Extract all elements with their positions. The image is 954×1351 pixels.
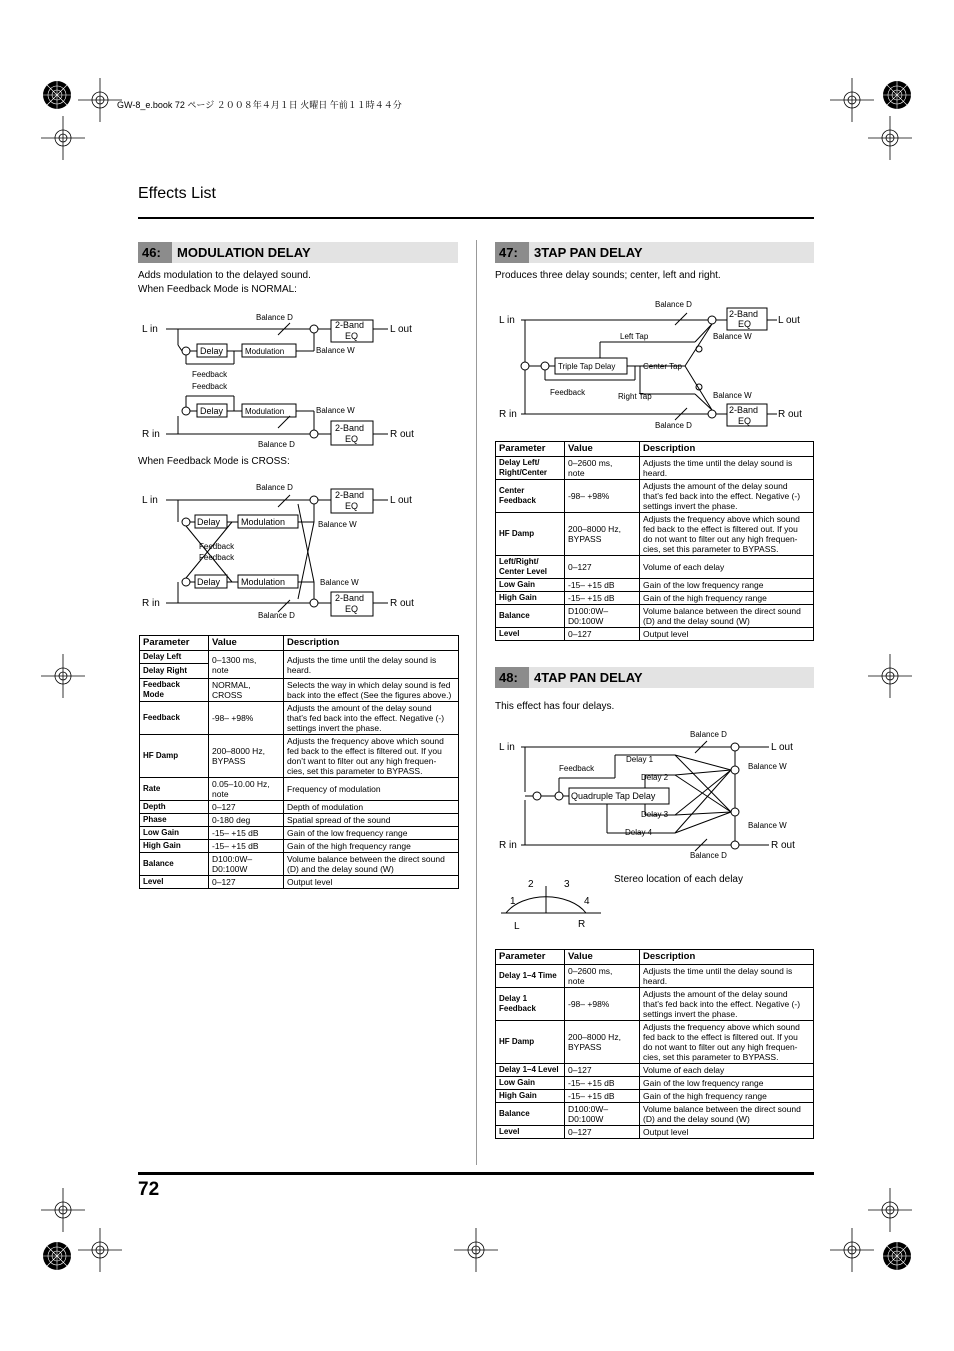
- modulation-block: Modulation: [245, 347, 285, 356]
- table-header-row: Parameter Value Description: [496, 950, 814, 965]
- balance-w-label: Balance W: [748, 821, 787, 830]
- center-tap-label: Center Tap: [643, 362, 682, 371]
- eq-block: 2-Band: [729, 405, 759, 415]
- position-3-label: 3: [564, 879, 570, 890]
- modulation-delay-normal-diagram: [138, 308, 418, 448]
- eq-block: EQ: [345, 604, 359, 614]
- feedback-label: Feedback: [199, 542, 235, 551]
- table-row: HF Damp 200–8000 Hz, BYPASS Adjusts the frequency above which sound fed back to the effect is filtered out. If you do not want to filter out any high frequen- cies, set this parameter to BYPASS.: [496, 1021, 814, 1064]
- feedback-label: Feedback: [192, 370, 228, 379]
- 3tap-pan-delay-diagram: [495, 296, 814, 436]
- section-46-header: [138, 242, 458, 263]
- l-in-label: L in: [499, 315, 515, 326]
- feedback-label: Feedback: [192, 382, 228, 391]
- delay-3-label: Delay 3: [641, 810, 669, 819]
- balance-w-label: Balance W: [318, 520, 357, 529]
- feedback-label: Feedback: [199, 553, 235, 562]
- section-46-intro: Adds modulation to the delayed sound. When Feedback Mode is NORMAL:: [138, 270, 311, 295]
- delay-2-label: Delay 2: [641, 773, 669, 782]
- modulation-block: Modulation: [241, 577, 286, 587]
- section-48-intro: This effect has four delays.: [495, 701, 615, 712]
- balance-d-label: Balance D: [690, 851, 727, 860]
- eq-block: EQ: [738, 416, 752, 426]
- file-header: GW-8_e.book 72 ページ ２００８年４月１日 火曜日 午前１１時４４分: [117, 100, 402, 110]
- cross-caption: When Feedback Mode is CROSS:: [138, 456, 290, 467]
- modulation-block: Modulation: [245, 407, 285, 416]
- table-row: Level 0–127 Output level: [496, 1126, 814, 1139]
- balance-d-label: Balance D: [655, 300, 692, 309]
- l-in-label: L in: [142, 324, 158, 335]
- balance-d-label: Balance D: [655, 421, 692, 430]
- table-row: Feedback Mode NORMAL, CROSS Selects the way in which delay sound is fed back into the effect (See the figures above.): [140, 679, 459, 702]
- delay-block: Delay: [197, 517, 221, 527]
- eq-block: EQ: [345, 501, 359, 511]
- balance-w-label: Balance W: [748, 762, 787, 771]
- running-header: Effects List: [138, 185, 216, 202]
- left-tap-label: Left Tap: [620, 332, 649, 341]
- balance-d-label: Balance D: [256, 313, 293, 322]
- right-label: R: [578, 919, 586, 930]
- r-in-label: R in: [499, 409, 517, 420]
- section-title: 3TAP PAN DELAY: [534, 245, 643, 260]
- eq-block: 2-Band: [729, 309, 759, 319]
- delay-block: Delay: [197, 577, 221, 587]
- balance-w-label: Balance W: [316, 346, 355, 355]
- table-row: Low Gain -15– +15 dB Gain of the low frequency range: [140, 827, 459, 840]
- table-row: Depth 0–127 Depth of modulation: [140, 801, 459, 814]
- eq-block: 2-Band: [335, 593, 365, 603]
- feedback-label: Feedback: [550, 388, 586, 397]
- balance-d-label: Balance D: [690, 730, 727, 739]
- position-1-label: 1: [510, 896, 516, 907]
- l-out-label: L out: [778, 315, 800, 326]
- position-4-label: 4: [584, 896, 590, 907]
- page-number: 72: [138, 1179, 160, 1200]
- eq-block: EQ: [738, 319, 752, 329]
- section-number: 46:: [138, 242, 172, 263]
- table-row: Delay 1–4 Level 0–127 Volume of each delay: [496, 1064, 814, 1077]
- 4tap-pan-delay-diagram: [495, 726, 814, 861]
- table-header-row: Parameter Value Description: [496, 442, 814, 457]
- table-row: HF Damp 200–8000 Hz, BYPASS Adjusts the frequency above which sound fed back to the effect is filtered out. If you don’t want to filter out any high frequen- cies, set this parameter to BYPASS.: [140, 735, 459, 778]
- bottom-rule: [138, 1172, 814, 1175]
- table-row: Level 0–127 Output level: [140, 876, 459, 889]
- balance-w-label: Balance W: [320, 578, 359, 587]
- delay-block: Delay: [200, 406, 224, 416]
- 4tap-pan-delay-param-table: [495, 949, 814, 1139]
- balance-d-label: Balance D: [256, 483, 293, 492]
- table-row: Low Gain -15– +15 dB Gain of the low frequency range: [496, 1077, 814, 1090]
- stereo-location-diagram: [498, 874, 608, 934]
- l-in-label: L in: [142, 495, 158, 506]
- r-in-label: R in: [499, 840, 517, 851]
- delay-block: Delay: [200, 346, 224, 356]
- balance-w-label: Balance W: [316, 406, 355, 415]
- table-row: High Gain -15– +15 dB Gain of the high frequency range: [496, 1090, 814, 1103]
- table-row: Balance D100:0W– D0:100W Volume balance between the direct sound (D) and the delay sound (W): [496, 605, 814, 628]
- table-row: Delay 1–4 Time 0–2600 ms, note Adjusts the time until the delay sound is heard.: [496, 965, 814, 988]
- l-out-label: L out: [390, 324, 412, 335]
- section-number: 47:: [495, 242, 529, 263]
- table-row: Low Gain -15– +15 dB Gain of the low frequency range: [496, 579, 814, 592]
- l-in-label: L in: [499, 742, 515, 753]
- table-row: Center Feedback -98– +98% Adjusts the amount of the delay sound that’s fed back into the effect. Negative (-) settings invert the phase.: [496, 480, 814, 513]
- modulation-delay-cross-diagram: [138, 480, 418, 620]
- balance-w-label: Balance W: [713, 391, 752, 400]
- table-row: Phase 0-180 deg Spatial spread of the sound: [140, 814, 459, 827]
- feedback-label: Feedback: [559, 764, 595, 773]
- table-row: Rate 0.05–10.00 Hz, note Frequency of modulation: [140, 778, 459, 801]
- table-row: High Gain -15– +15 dB Gain of the high frequency range: [140, 840, 459, 853]
- section-title: 4TAP PAN DELAY: [534, 670, 643, 685]
- table-row: Feedback -98– +98% Adjusts the amount of the delay sound that’s fed back into the effect. Negative (-) settings invert the phase.: [140, 702, 459, 735]
- section-47-header: [495, 242, 814, 263]
- table-row: High Gain -15– +15 dB Gain of the high frequency range: [496, 592, 814, 605]
- eq-block: EQ: [345, 331, 359, 341]
- position-2-label: 2: [528, 879, 534, 890]
- table-row: Delay Left Delay Right 0–1300 ms, note Adjusts the time until the delay sound is heard.: [140, 651, 459, 679]
- l-out-label: L out: [390, 495, 412, 506]
- r-in-label: R in: [142, 429, 160, 440]
- section-title: MODULATION DELAY: [177, 245, 311, 260]
- left-label: L: [514, 921, 520, 932]
- r-out-label: R out: [390, 598, 414, 609]
- balance-d-label: Balance D: [258, 611, 295, 620]
- r-in-label: R in: [142, 598, 160, 609]
- balance-w-label: Balance W: [713, 332, 752, 341]
- eq-block: EQ: [345, 434, 359, 444]
- r-out-label: R out: [390, 429, 414, 440]
- triple-tap-delay-block: Triple Tap Delay: [558, 362, 616, 371]
- section-48-header: [495, 667, 814, 688]
- section-number: 48:: [495, 667, 529, 688]
- eq-block: 2-Band: [335, 490, 365, 500]
- delay-1-label: Delay 1: [626, 755, 654, 764]
- table-row: Level 0–127 Output level: [496, 628, 814, 641]
- balance-d-label: Balance D: [258, 440, 295, 448]
- top-rule: [138, 217, 814, 219]
- eq-block: 2-Band: [335, 423, 365, 433]
- section-47-intro: Produces three delay sounds; center, left and right.: [495, 270, 721, 281]
- table-row: Balance D100:0W– D0:100W Volume balance between the direct sound (D) and the delay sound (W): [140, 853, 459, 876]
- delay-4-label: Delay 4: [625, 828, 653, 837]
- table-row: Left/Right/ Center Level 0–127 Volume of each delay: [496, 556, 814, 579]
- stereo-caption: Stereo location of each delay: [614, 874, 743, 885]
- column-divider: [476, 240, 477, 1165]
- r-out-label: R out: [778, 409, 802, 420]
- table-row: Delay 1 Feedback -98– +98% Adjusts the amount of the delay sound that’s fed back into the effect. Negative (-) settings invert the phase.: [496, 988, 814, 1021]
- table-row: HF Damp 200–8000 Hz, BYPASS Adjusts the frequency above which sound fed back to the effect is filtered out. If you do not want to filter out any high frequen- cies, set this parameter to BYPASS.: [496, 513, 814, 556]
- l-out-label: L out: [771, 742, 793, 753]
- table-header-row: Parameter Value Description: [140, 636, 459, 651]
- table-row: Balance D100:0W– D0:100W Volume balance between the direct sound (D) and the delay sound (W): [496, 1103, 814, 1126]
- modulation-delay-param-table: [139, 635, 459, 889]
- 3tap-pan-delay-param-table: [495, 441, 814, 641]
- quadruple-tap-delay-block: Quadruple Tap Delay: [571, 791, 656, 801]
- modulation-block: Modulation: [241, 517, 286, 527]
- r-out-label: R out: [771, 840, 795, 851]
- eq-block: 2-Band: [335, 320, 365, 330]
- table-row: Delay Left/ Right/Center 0–2600 ms, note Adjusts the time until the delay sound is heard.: [496, 457, 814, 480]
- right-tap-label: Right Tap: [618, 392, 652, 401]
